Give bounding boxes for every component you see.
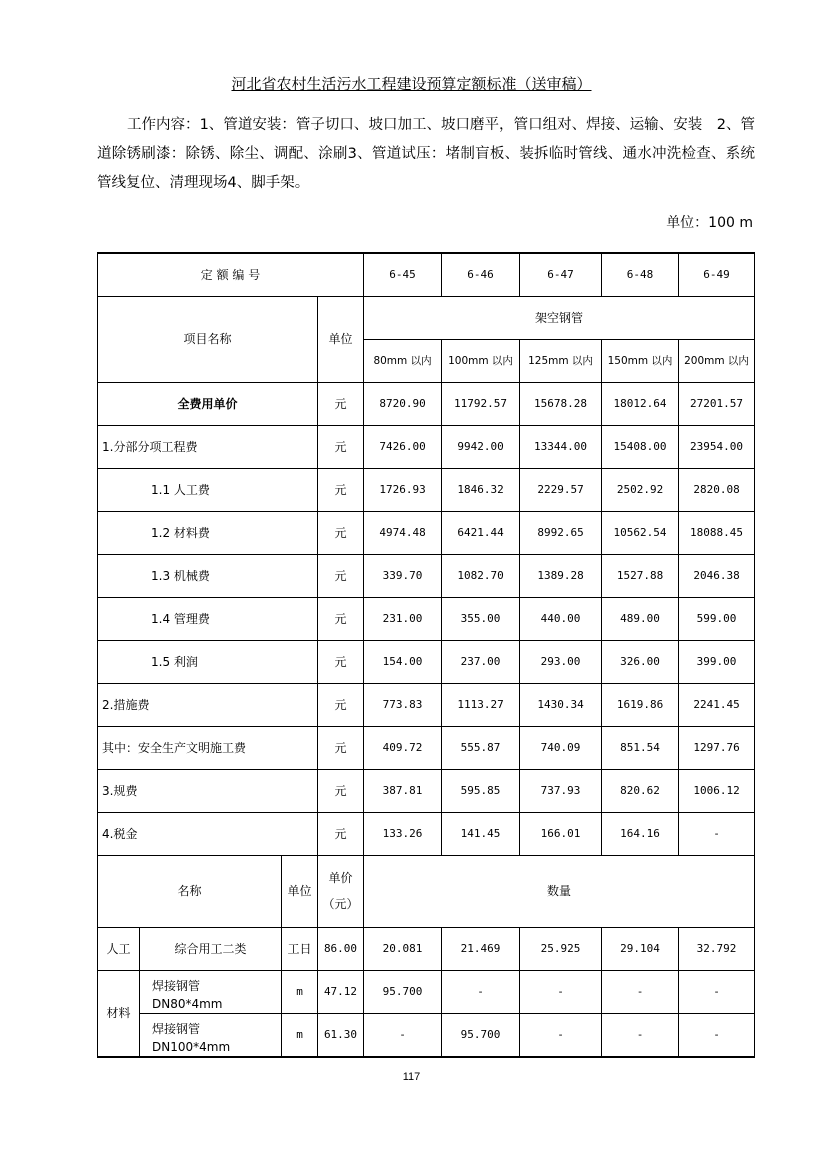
quota-code: 6-45 [364,253,442,296]
material-name: 焊接钢管 DN100*4mm [140,1013,282,1057]
cost-row [98,640,755,683]
value-cell: 737.93 [520,769,602,812]
quota-table [97,252,755,1058]
value-cell: 1726.93 [364,468,442,511]
cost-row [98,382,755,425]
category-header: 架空钢管 [364,296,755,339]
quantity-cell: 21.469 [442,927,520,970]
value-cell: 23954.00 [679,425,755,468]
material-category: 材料 [98,970,140,1057]
quota-code: 6-47 [520,253,602,296]
value-cell: 10562.54 [602,511,679,554]
quota-label: 定 额 编 号 [98,253,364,296]
value-cell: 4974.48 [364,511,442,554]
spec-cell: 100mm 以内 [442,339,520,382]
material-unit: m [282,970,318,1013]
quantity-header: 数量 [364,855,755,927]
quantity-cell: - [602,970,679,1013]
value-cell: 409.72 [364,726,442,769]
material-name: 焊接钢管 DN80*4mm [140,970,282,1013]
row-label: 1.分部分项工程费 [98,425,318,468]
value-cell: 595.85 [442,769,520,812]
value-cell: 133.26 [364,812,442,855]
value-cell: 1527.88 [602,554,679,597]
material-price: 47.12 [318,970,364,1013]
value-cell: 1846.32 [442,468,520,511]
value-cell: 1619.86 [602,683,679,726]
quantity-cell: - [602,1013,679,1057]
value-cell: 154.00 [364,640,442,683]
value-cell: 18088.45 [679,511,755,554]
labor-name: 综合用工二类 [140,927,282,970]
material-row [98,1013,755,1057]
labor-category: 人工 [98,927,140,970]
value-cell: 339.70 [364,554,442,597]
labor-row [98,927,755,970]
quantity-cell: 32.792 [679,927,755,970]
quantity-cell: - [520,970,602,1013]
row-unit: 元 [318,468,364,511]
quota-code: 6-46 [442,253,520,296]
unit-header: 单位 [318,296,364,382]
value-cell: 2820.08 [679,468,755,511]
unit-note: 单位：100 m [666,215,753,231]
row-label: 2.措施费 [98,683,318,726]
value-cell: 773.83 [364,683,442,726]
value-cell: 489.00 [602,597,679,640]
quantity-cell: - [364,1013,442,1057]
value-cell: 15678.28 [520,382,602,425]
quota-code: 6-48 [602,253,679,296]
value-cell: 15408.00 [602,425,679,468]
price-unit-label: （元） [322,897,359,911]
value-cell: 355.00 [442,597,520,640]
category-row [98,296,755,339]
value-cell: 8720.90 [364,382,442,425]
spec-cell: 125mm 以内 [520,339,602,382]
row-label: 3.规费 [98,769,318,812]
value-cell: - [679,812,755,855]
value-cell: 9942.00 [442,425,520,468]
value-cell: 2046.38 [679,554,755,597]
row-label: 全费用单价 [98,382,318,425]
value-cell: 237.00 [442,640,520,683]
value-cell: 293.00 [520,640,602,683]
row-unit: 元 [318,511,364,554]
row-label: 1.5 利润 [98,640,318,683]
value-cell: 2241.45 [679,683,755,726]
value-cell: 6421.44 [442,511,520,554]
labor-unit: 工日 [282,927,318,970]
cost-row [98,554,755,597]
price-label: 单价 [328,871,353,885]
value-cell: 399.00 [679,640,755,683]
row-label: 4.税金 [98,812,318,855]
material-unit: m [282,1013,318,1057]
row-label: 1.1 人工费 [98,468,318,511]
cost-row [98,769,755,812]
item-name-header: 项目名称 [98,296,318,382]
material-price: 61.30 [318,1013,364,1057]
page-number: 117 [402,1071,421,1083]
value-cell: 231.00 [364,597,442,640]
row-unit: 元 [318,425,364,468]
row-label: 1.3 机械费 [98,554,318,597]
value-cell: 740.09 [520,726,602,769]
material-row [98,970,755,1013]
value-cell: 11792.57 [442,382,520,425]
row-label: 1.2 材料费 [98,511,318,554]
value-cell: 13344.00 [520,425,602,468]
row-unit: 元 [318,812,364,855]
value-cell: 1297.76 [679,726,755,769]
row-unit: 元 [318,640,364,683]
row-unit: 元 [318,554,364,597]
value-cell: 18012.64 [602,382,679,425]
value-cell: 1006.12 [679,769,755,812]
quantity-cell: - [442,970,520,1013]
work-content: 工作内容：1、管道安装：管子切口、坡口加工、坡口磨平，管口组对、焊接、运输、安装 2、管道除锈刷漆：除锈、除尘、调配、涂刷3、管道试压：堵制盲板、装拆临时管线、通水冲洗检查、系统管线复位、清理现场4、脚手架。 [97,117,755,191]
value-cell: 440.00 [520,597,602,640]
value-cell: 2229.57 [520,468,602,511]
row-label: 1.4 管理费 [98,597,318,640]
value-cell: 1082.70 [442,554,520,597]
cost-row [98,726,755,769]
value-cell: 27201.57 [679,382,755,425]
cost-row [98,425,755,468]
cost-row [98,511,755,554]
resource-header-row [98,855,755,927]
value-cell: 851.54 [602,726,679,769]
value-cell: 555.87 [442,726,520,769]
spec-cell: 150mm 以内 [602,339,679,382]
quantity-cell: - [520,1013,602,1057]
row-unit: 元 [318,382,364,425]
value-cell: 164.16 [602,812,679,855]
value-cell: 387.81 [364,769,442,812]
document-title: 河北省农村生活污水工程建设预算定额标准（送审稿） [231,75,592,93]
value-cell: 1389.28 [520,554,602,597]
row-unit: 元 [318,683,364,726]
quantity-cell: 25.925 [520,927,602,970]
value-cell: 8992.65 [520,511,602,554]
cost-row [98,812,755,855]
quantity-cell: 20.081 [364,927,442,970]
value-cell: 141.45 [442,812,520,855]
quota-code: 6-49 [679,253,755,296]
spec-cell: 200mm 以内 [679,339,755,382]
row-unit: 元 [318,769,364,812]
resource-name-header: 名称 [98,855,282,927]
value-cell: 166.01 [520,812,602,855]
labor-price: 86.00 [318,927,364,970]
value-cell: 820.62 [602,769,679,812]
row-unit: 元 [318,597,364,640]
spec-cell: 80mm 以内 [364,339,442,382]
value-cell: 7426.00 [364,425,442,468]
value-cell: 1430.34 [520,683,602,726]
quantity-cell: 95.700 [442,1013,520,1057]
value-cell: 326.00 [602,640,679,683]
row-unit: 元 [318,726,364,769]
quantity-cell: 29.104 [602,927,679,970]
value-cell: 1113.27 [442,683,520,726]
value-cell: 599.00 [679,597,755,640]
quantity-cell: 95.700 [364,970,442,1013]
quantity-cell: - [679,1013,755,1057]
cost-row [98,683,755,726]
resource-unit-header: 单位 [282,855,318,927]
cost-row [98,468,755,511]
cost-row [98,597,755,640]
resource-price-header [318,855,364,927]
quota-code-row [98,253,755,296]
row-label: 其中：安全生产文明施工费 [98,726,318,769]
value-cell: 2502.92 [602,468,679,511]
quantity-cell: - [679,970,755,1013]
